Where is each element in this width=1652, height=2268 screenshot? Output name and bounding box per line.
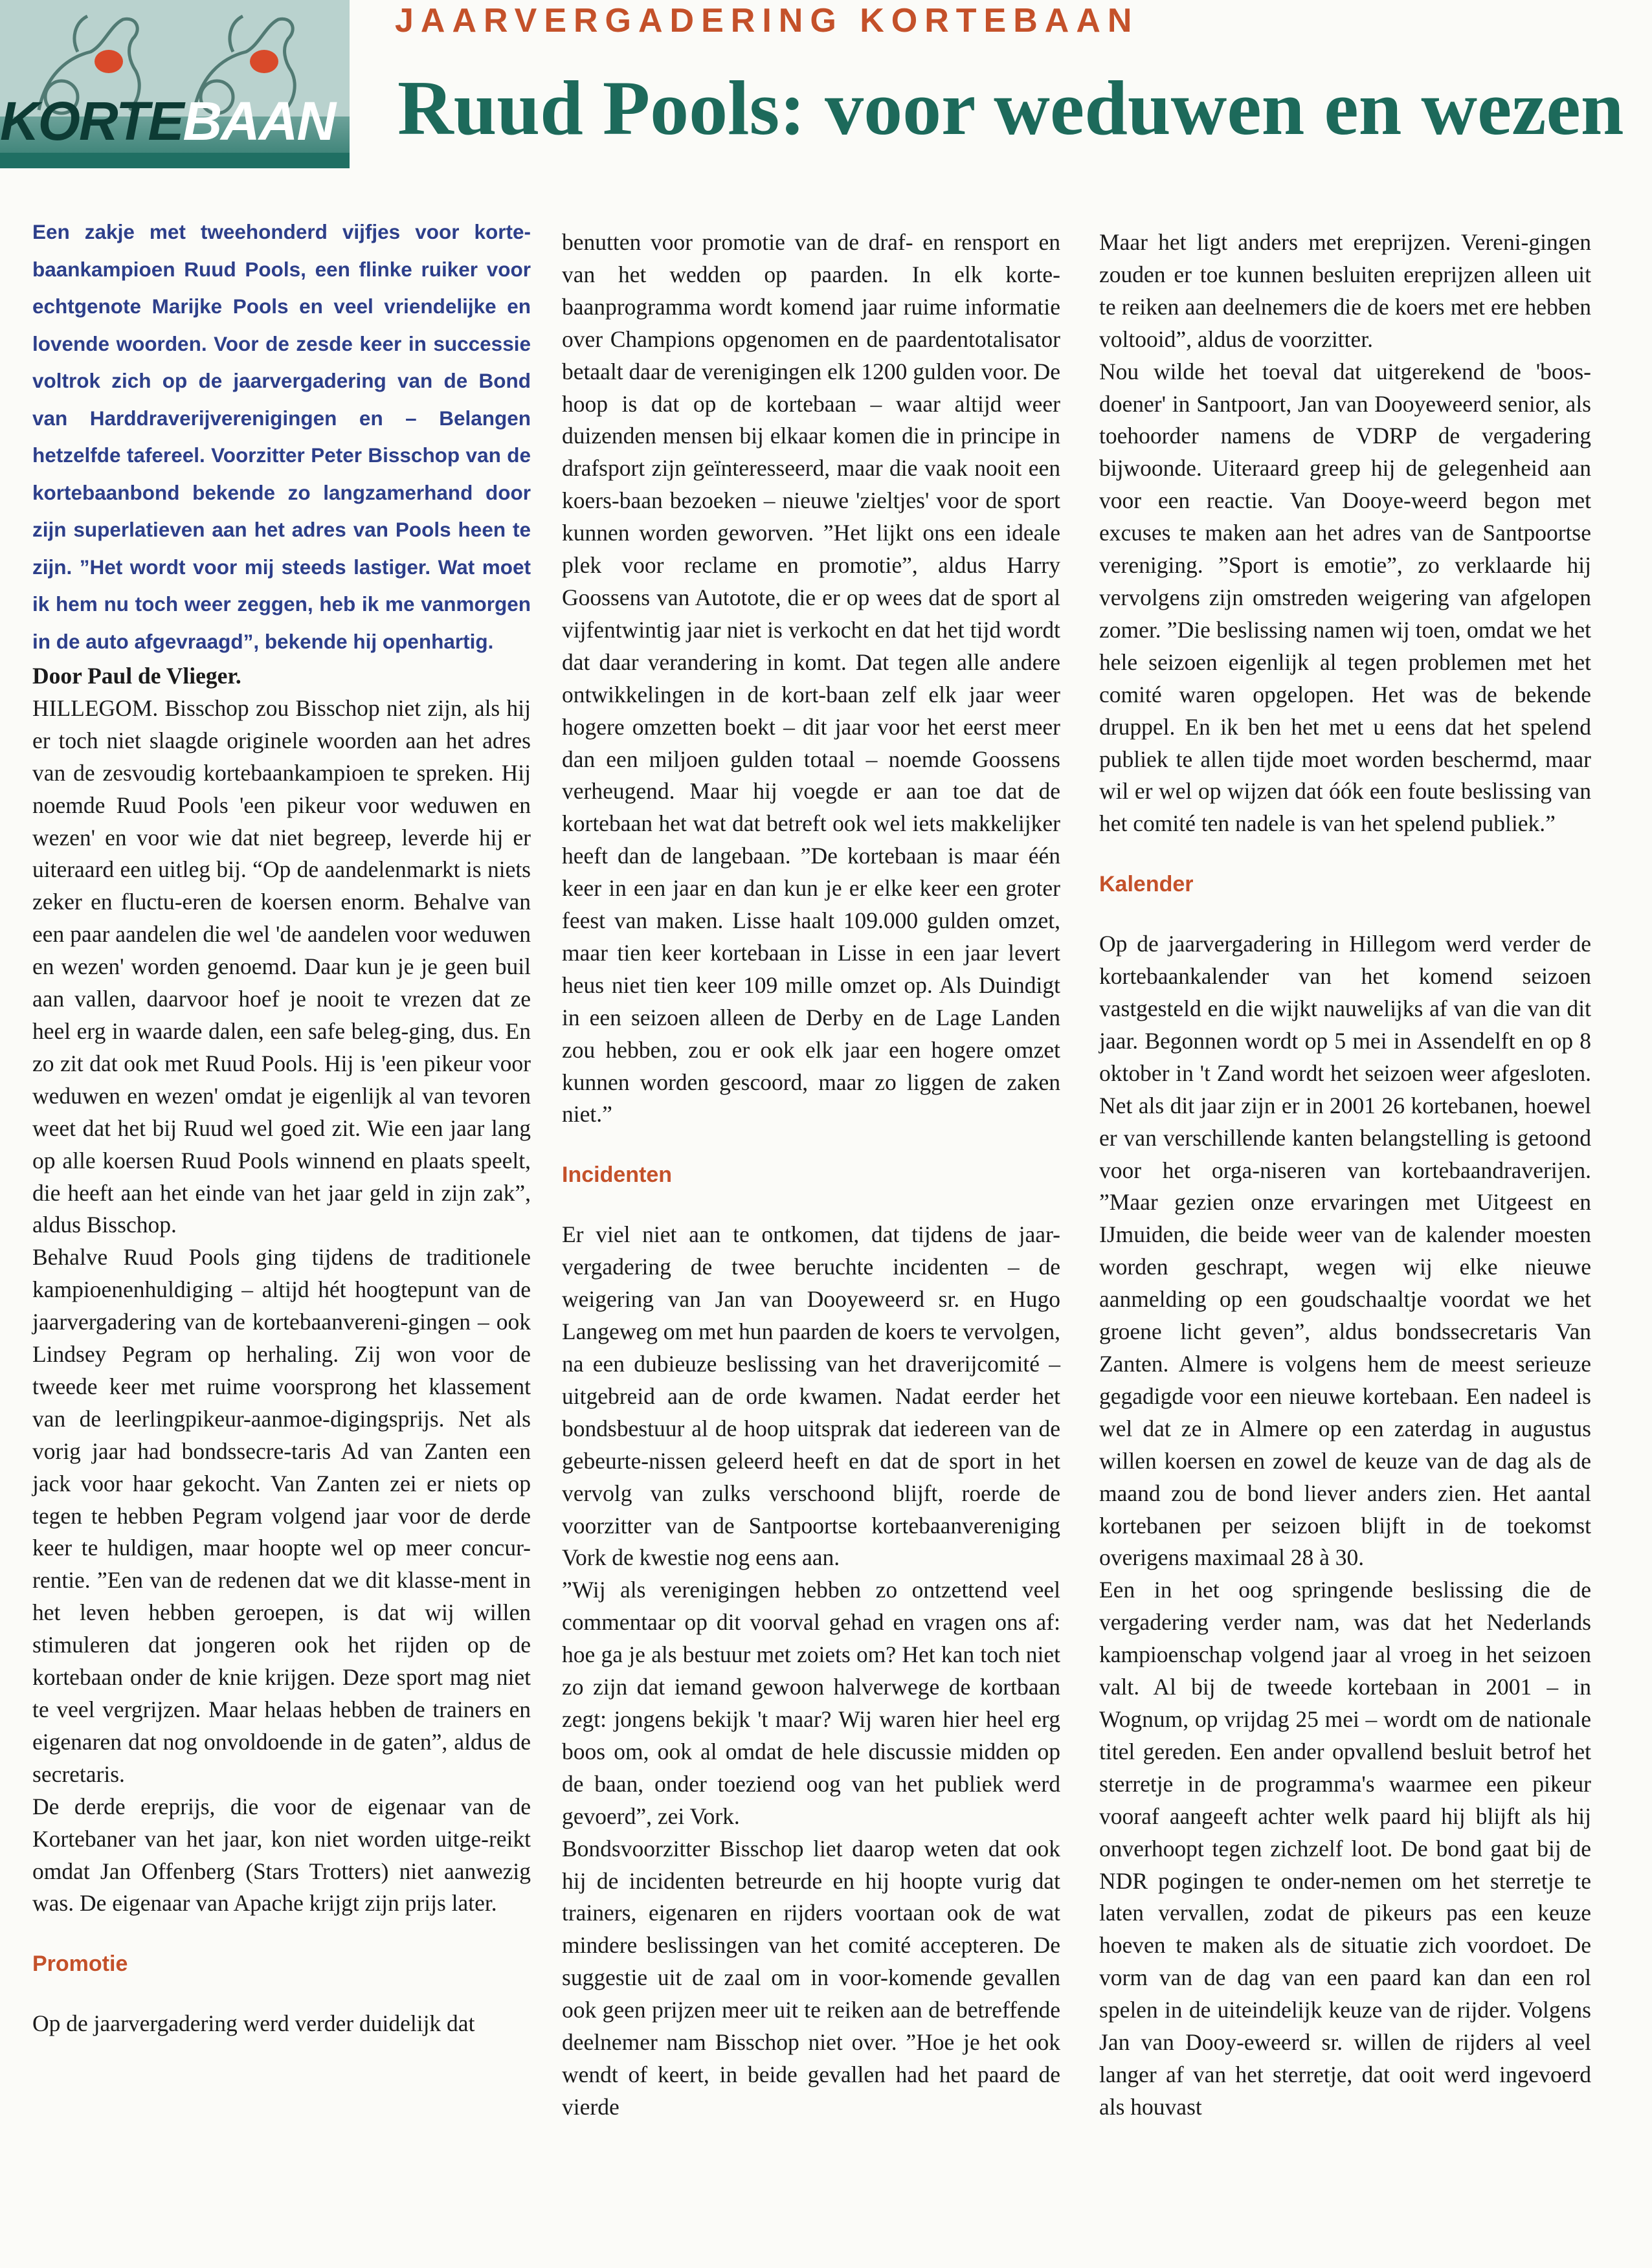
body-paragraph: Nou wilde het toeval dat uitgerekend de 'boos-doener' in Santpoort, Jan van Dooyeweerd senior, als toehoorder namens de VDRP de vergadering bijwoonde. Uiteraard greep hij de gelegenheid aan voor een reactie. Van Dooye-weerd begon met excuses te maken aan het adres van de Santpoortse vereniging. ”Sport is emotie”, zo verklaarde hij vervolgens zijn omstreden weigering van afgelopen zomer. ”Die beslissing namen wij toen, omdat we het hele seizoen eigenlijk al tegen problemen met het comité waren opgelopen. Het was de bekende druppel. En ik ben het met u eens dat het spelend publiek te allen tijde moet worden beschermd, maar wil er wel op wijzen dat óók een foute beslissing van het comité ten nadele is van het spelend publiek.”	[1099, 358, 1591, 837]
body-paragraph: HILLEGOM. Bisschop zou Bisschop niet zijn, als hij er toch niet slaagde originele woorden aan het adres van de zesvoudig kortebaankampioen te spreken. Hij noemde Ruud Pools 'een pikeur voor weduwen en wezen' en voor wie dat niet begreep, leverde hij er uiteraard een uitleg bij. “Op de aandelenmarkt is niets zeker en fluctu-eren de koersen enorm. Behalve van een paar aandelen die wel 'de aandelen voor weduwen en wezen' worden genoemd. Daar kun je je geen buil aan vallen, daarvoor hoef je nooit te vrezen dat ze heel erg in waarde dalen, een safe beleg-ging, dus. En zo zit dat ook met Ruud Pools. Hij is 'een pikeur voor weduwen en wezen' omdat je eigenlijk al van tevoren weet dat het bij Ruud wel goed zit. Wie een jaar lang op alle koersen Ruud Pools winnend en plaats speelt, die heeft aan het einde van het jaar geld in zijn zak”, aldus Bisschop.	[32, 695, 531, 1238]
body-paragraph: Maar het ligt anders met ereprijzen. Vereni-gingen zouden er toe kunnen besluiten ereprijzen alleen uit te reiken aan deelnemers die de koers met ere hebben voltooid”, aldus de voorzitter.	[1099, 229, 1591, 352]
body-paragraph: ”Wij als verenigingen hebben zo ontzettend veel commentaar op dit voorval gehad en vragen ons af: hoe ga je als bestuur met zoiets om? Het kan toch niet zo zijn dat iemand gewoon halverwege de kortbaan zegt: jongens bekijk 't maar? Wij waren hier heel erg boos om, ook al omdat de hele discussie midden op de baan, onder toeziend oog van het publiek werd gevoerd”, zei Vork.	[562, 1577, 1060, 1829]
body-paragraph: Een in het oog springende beslissing die de vergadering verder nam, was dat het Nederlands kampioenschap volgend jaar al vroeg in het seizoen valt. Al bij de tweede kortebaan in 2001 – in Wognum, op vrijdag 25 mei – wordt om de nationale titel gereden. Een ander opvallend besluit betrof het sterretje in de programma's waarmee een pikeur vooraf aangeeft achter welk paard hij blijft als hij onverhoopt tegen zichzelf loot. De bond gaat bij de NDR pogingen te onder-nemen om het sterretje te laten vervallen, zodat de pikeurs pas een keuze hoeven te maken als de situatie zich voordoet. De vorm van de dag van een paard kan dan een rol spelen in de uiteindelijk keuze van de rijder. Volgens Jan van Dooy-eweerd sr. willen de rijders al veel langer af van het sterretje, dat ooit werd ingevoerd als houvast	[1099, 1577, 1591, 2120]
subhead-kalender: Kalender	[1099, 872, 1194, 897]
body-paragraph: Behalve Ruud Pools ging tijdens de traditionele kampioenenhuldiging – altijd hét hoogtepunt van de jaarvergadering van de kortebaanvereni-gingen – ook Lindsey Pegram op herhaling. Zij won voor de tweede keer met ruime voorsprong het klassement van de leerlingpikeur-aanmoe-digingsprijs. Net als vorig jaar had bondssecre-taris Ad van Zanten een jack voor haar gekocht. Van Zanten zei er niets op tegen te hebben Pegram volgend jaar voor de derde keer te huldigen, maar hoopte wel op meer concur-rentie. ”Een van de redenen dat we dit klasse-ment in het leven hebben geroepen, is dat wij willen stimuleren dat jongeren ook het rijden op de kortebaan onder de knie krijgen. Deze sport mag niet te veel vergrijzen. Maar helaas hebben de trainers en eigenaren dat nog onvoldoende in de gaten”, aldus de secretaris.	[32, 1244, 531, 1787]
article-byline: Door Paul de Vlieger.	[32, 663, 241, 689]
body-paragraph: Op de jaarvergadering in Hillegom werd verder de kortebaankalender van het komend seizoen vastgesteld en die wijkt nauwelijks af van die van dit jaar. Begonnen wordt op 5 mei in Assendelft en op 8 oktober in 't Zand wordt het seizoen weer afgesloten. Net als dit jaar zijn er in 2001 26 kortebanen, hoewel er van verschillende kanten belangstelling is getoond voor het orga-niseren van kortebaandraverijen. ”Maar gezien onze ervaringen met Uitgeest en IJmuiden, die beide weer van de kalender moesten worden geschrapt, wegen wij elke nieuwe aanmelding op een goudschaaltje voordat we het groene licht geven”, aldus bondssecretaris Van Zanten. Almere is volgens hem de meest serieuze gegadigde voor een nieuwe kortebaan. Een nadeel is wel dat ze in Almere op een zaterdag in augustus willen koersen en zowel de keuze van de dag als de maand zou de bond liever anders zien. Het aantal kortebanen per seizoen blijft in de toekomst overigens maximaal 28 à 30.	[1099, 931, 1591, 1571]
subhead-incidenten: Incidenten	[562, 1162, 673, 1188]
logo-suffix: BAAN	[183, 91, 335, 151]
body-paragraph: benutten voor promotie van de draf- en rensport en van het wedden op paarden. In elk korte-baanprogramma wordt komend jaar ruime informatie over Champions opgenomen en de paardentotalisator betaalt daar de verenigingen elk 1200 gulden voor. De hoop is dat op de kortebaan – waar altijd weer duizenden mensen bij elkaar komen die in principe in drafsport zijn geïnteresseerd, maar die vaak nooit een koers-baan bezoeken – nieuwe 'zieltjes' voor de sport kunnen worden geworven. ”Het lijkt ons een ideale plek voor reclame en promotie”, aldus Harry Goossens van Autotote, die er op wees dat de sport al vijfentwintig jaar niet is verkocht en dat het tijd wordt dat daar verandering in komt. Dat tegen alle andere ontwikkelingen in de kort-baan zelf elk jaar weer hogere omzetten boekt – dit jaar voor het eerst meer dan een miljoen gulden totaal – noemde Goossens verheugend. Maar hij voegde er aan toe dat de kortebaan het wat dat betreft ook wel iets makkelijker heeft dan de langebaan. ”De kortebaan is maar één keer in een jaar en dan kun je er elke keer een groter feest van maken. Lisse haalt 109.000 gulden omzet, maar tien keer kortebaan in Lisse in een jaar levert heus niet tien keer 109 mille omzet op. Als Duindigt in een seizoen alleen de Derby en de Lage Landen zou hebben, zou er ook elk jaar een hogere omzet kunnen worden gescoord, maar zo liggen de zaken niet.”	[562, 229, 1060, 1128]
logo-prefix: KORTE	[0, 91, 183, 151]
section-label: JAARVERGADERING KORTEBAAN	[395, 2, 1139, 39]
body-paragraph: Op de jaarvergadering werd verder duidelijk dat	[32, 2010, 475, 2037]
body-paragraph: De derde ereprijs, die voor de eigenaar van de Kortebaner van het jaar, kon niet worden uitge-reikt omdat Jan Offenberg (Stars Trotters) niet aanwezig was. De eigenaar van Apache krijgt zijn prijs later.	[32, 1793, 531, 1917]
subhead-promotie: Promotie	[32, 1951, 128, 1977]
article-intro: Een zakje met tweehonderd vijfjes voor korte-baankampioen Ruud Pools, een flinke ruiker voor echtgenote Marijke Pools en veel vriendelijke en lovende woorden. Voor de zesde keer in successie voltrok zich op de jaarvergadering van de Bond van Harddraverijverenigingen en – Belangen hetzelfde tafereel. Voorzitter Peter Bisschop van de kortebaanbond bekende zo langzamerhand door zijn superlatieven aan het adres van Pools heen te zijn. ”Het wordt voor mij steeds lastiger. Wat moet ik hem nu toch weer zeggen, heb ik me vanmorgen in de auto afgevraagd”, bekende hij openhartig.	[32, 220, 531, 653]
article-headline: Ruud Pools: voor weduwen en wezen	[397, 65, 1624, 151]
article-column-1	[32, 214, 531, 2040]
kortebaan-logo	[0, 0, 350, 168]
article-column-2	[562, 227, 1060, 2124]
article-column-3	[1099, 227, 1591, 2124]
body-paragraph: Er viel niet aan te ontkomen, dat tijdens de jaar-vergadering de twee beruchte incidenten – de weigering van Jan van Dooyeweerd sr. en Hugo Langeweg om met hun paarden de koers te vervolgen, na een dubieuze beslissing van het draverijcomité – uitgebreid aan de orde kwamen. Nadat eerder het bondsbestuur al de hoop uitsprak dat iedereen van de gebeurte-nissen geleerd heeft en dat de sport in het vervolg van zulks verschoond blijft, roerde de voorzitter van de Santpoortse kortebaanvereniging Vork de kwestie nog eens aan.	[562, 1221, 1060, 1571]
body-paragraph: Bondsvoorzitter Bisschop liet daarop weten dat ook hij de incidenten betreurde en hij hoopte vurig dat trainers, eigenaren en rijders voortaan ook de wat mindere beslissingen van het comité accepteren. De suggestie uit de zaal om in voor-komende gevallen ook geen prijzen meer uit te reiken aan de betreffende deelnemer nam Bisschop niet over. ”Hoe je het ook wendt of keert, in beide gevallen had het paard de vierde	[562, 1835, 1060, 2120]
logo-underline-bar	[0, 153, 350, 168]
logo-wordmark	[0, 91, 350, 152]
